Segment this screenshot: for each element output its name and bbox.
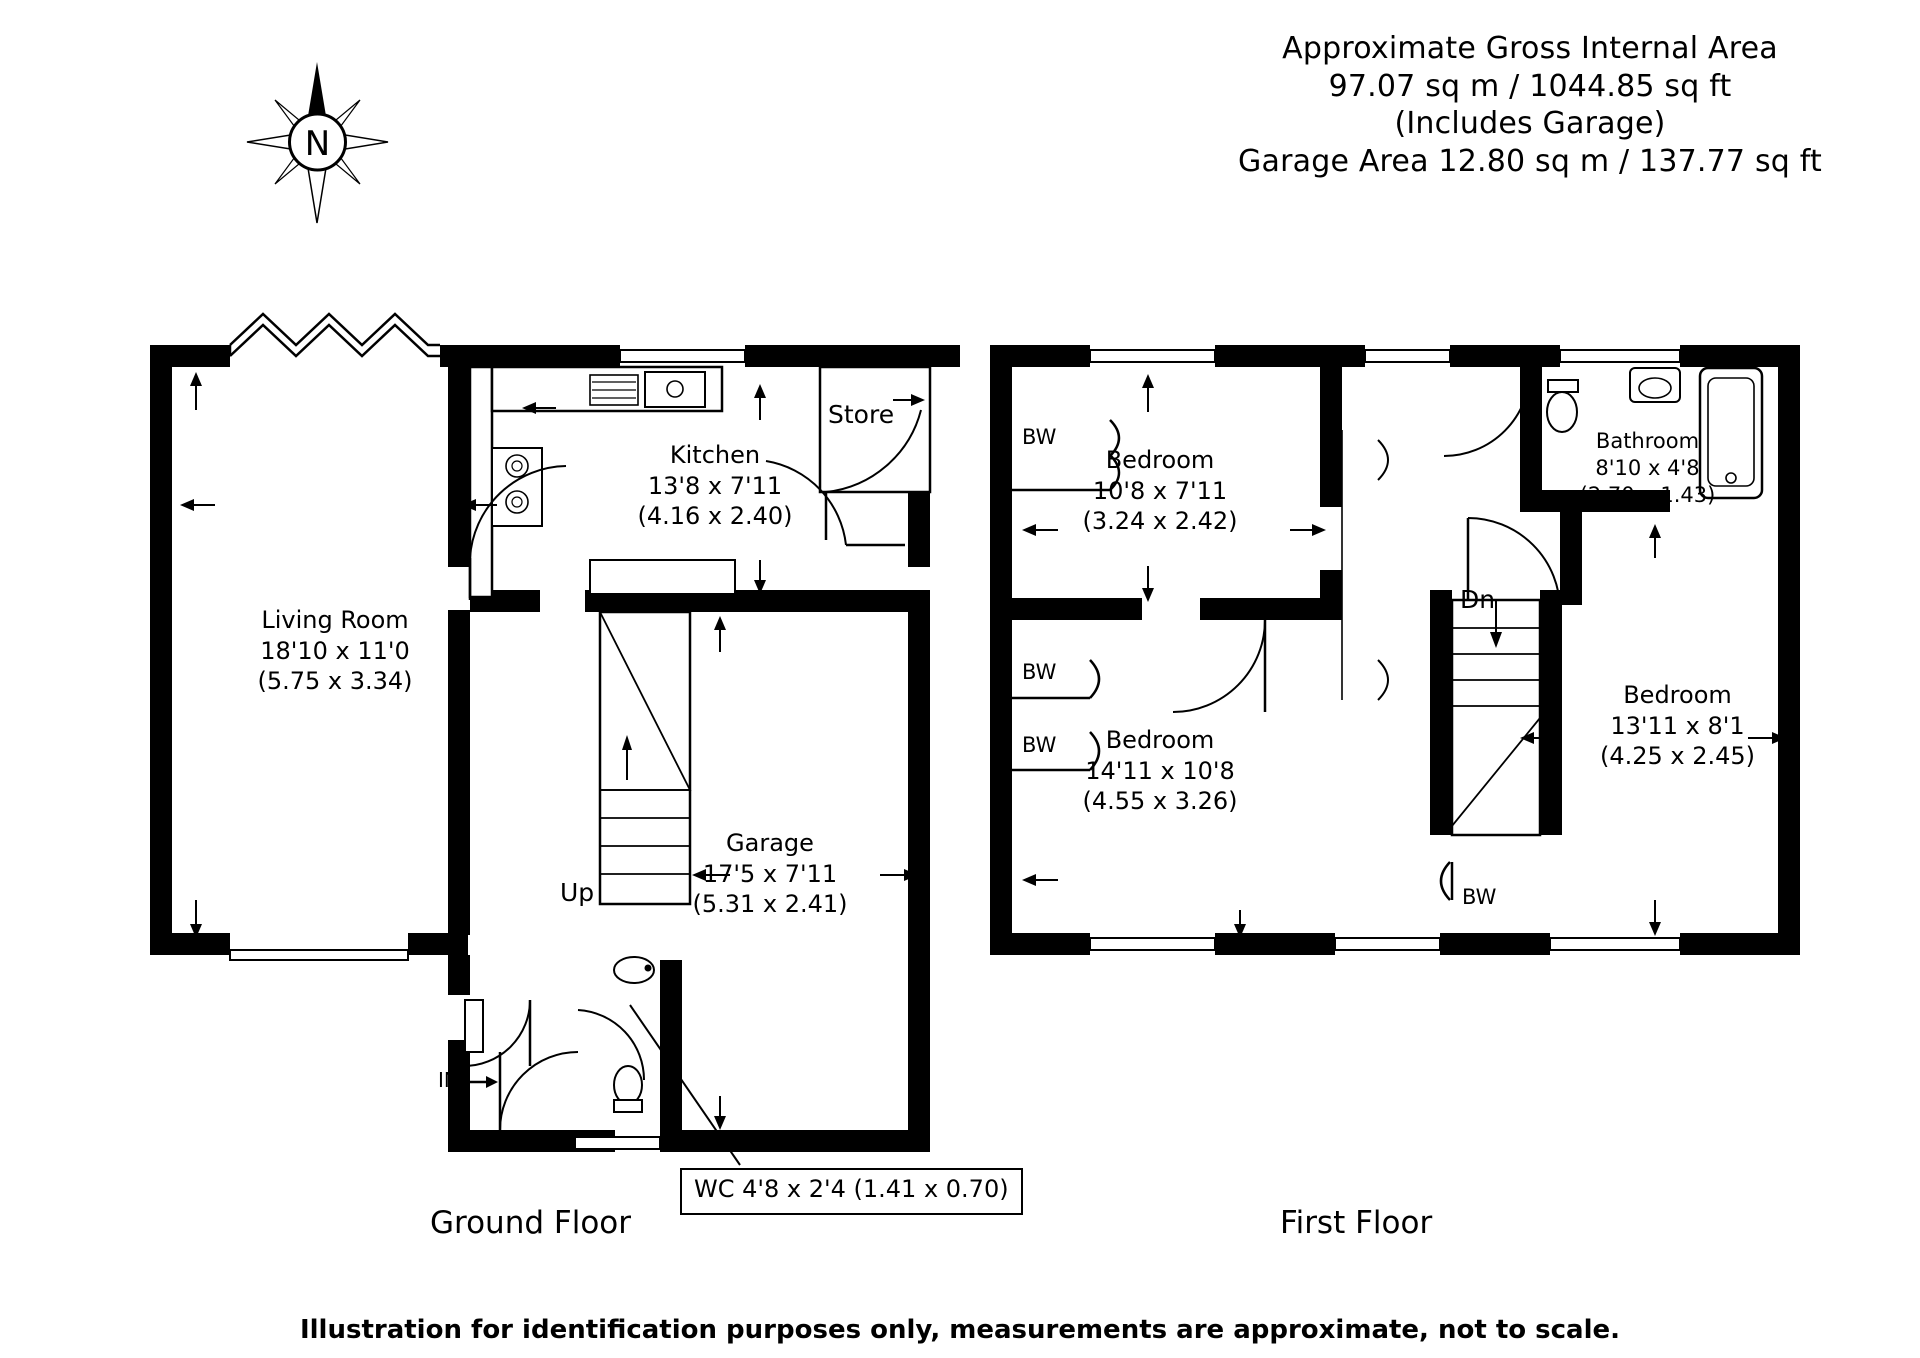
room-label-bedroom-1 — [1025, 445, 1295, 537]
area-summary-line-1: Approximate Gross Internal Area — [1282, 31, 1778, 66]
room-dims-metric: (5.75 x 3.34) — [257, 667, 413, 696]
room-dims-imperial: 14'11 x 10'8 — [1085, 756, 1235, 785]
room-name: Living Room — [261, 606, 409, 634]
built-in-wardrobe-label-2: BW — [1022, 660, 1057, 684]
room-name: Kitchen — [669, 441, 761, 469]
room-name: WC — [694, 1175, 735, 1203]
ground-floor-caption: Ground Floor — [430, 1205, 632, 1241]
room-dims-metric: (4.25 x 2.45) — [1599, 742, 1756, 771]
room-dims-metric: (4.55 x 3.26) — [1082, 787, 1238, 816]
room-dims-imperial: 13'11 x 8'1 — [1610, 711, 1745, 740]
room-label-kitchen — [585, 440, 845, 532]
area-summary-line-3: (Includes Garage) — [1394, 106, 1666, 141]
room-label-living-room — [190, 605, 480, 697]
room-name: Bedroom — [1105, 726, 1215, 754]
room-label-garage — [640, 828, 900, 920]
room-dims-imperial: 18'10 x 11'0 — [260, 636, 410, 665]
room-dims-imperial: 10'8 x 7'11 — [1092, 476, 1228, 505]
entrance-label: IN — [438, 1068, 459, 1092]
room-dims-imperial: 8'10 x 4'8 — [1595, 455, 1700, 480]
room-label-bedroom-3 — [1555, 680, 1800, 772]
room-dims-metric: (4.16 x 2.40) — [637, 502, 793, 531]
room-name: Garage — [726, 829, 814, 857]
room-dims-imperial: 13'8 x 7'11 — [647, 471, 783, 500]
built-in-wardrobe-label-4: BW — [1462, 885, 1497, 909]
room-name: Bedroom — [1623, 681, 1732, 709]
room-label-wc — [680, 1168, 1023, 1215]
disclaimer-note: Illustration for identification purposes only, measurements are approximate, not to scale. — [299, 1315, 1621, 1345]
room-dims-metric: (2.70 x 1.43) — [1579, 482, 1716, 507]
room-dims-imperial: 17'5 x 7'11 — [702, 859, 838, 888]
first-floor-caption: First Floor — [1280, 1205, 1433, 1241]
stairs-down-label: Dn — [1460, 585, 1496, 614]
room-dims-metric: (1.41 x 0.70) — [853, 1175, 1009, 1203]
built-in-wardrobe-label-3: BW — [1022, 733, 1057, 757]
room-dims-metric: (3.24 x 2.42) — [1082, 507, 1238, 536]
stairs-up-label: Up — [560, 878, 595, 907]
compass-north-label: N — [304, 124, 331, 164]
area-summary-line-2: 97.07 sq m / 1044.85 sq ft — [1328, 68, 1732, 104]
room-label-bathroom — [1540, 428, 1755, 509]
room-name: Bedroom — [1105, 446, 1215, 474]
room-label-bedroom-2 — [1025, 725, 1295, 817]
room-name: Bathroom — [1595, 429, 1700, 453]
area-summary-line-4: Garage Area 12.80 sq m / 137.77 sq ft — [1238, 143, 1822, 179]
built-in-wardrobe-label-1: BW — [1022, 425, 1057, 449]
room-dims-metric: (5.31 x 2.41) — [692, 890, 848, 919]
store-label: Store — [828, 400, 895, 429]
room-dims-imperial: 4'8 x 2'4 — [742, 1175, 846, 1203]
